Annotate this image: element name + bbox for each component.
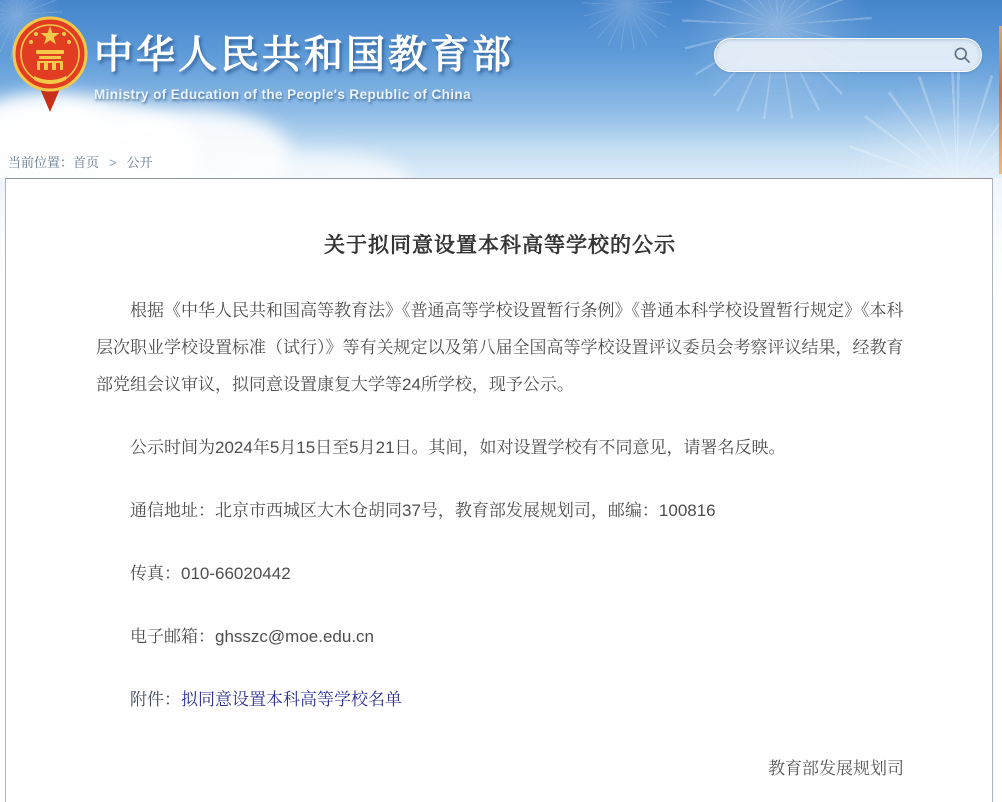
article-paragraph: 通信地址：北京市西城区大木仓胡同37号，教育部发展规划司，邮编：100816 [130,501,716,520]
breadcrumb-home-link[interactable]: 首页 [73,155,100,170]
article-title: 关于拟同意设置本科高等学校的公示 [324,234,676,257]
search-box[interactable] [714,38,982,72]
search-icon[interactable] [947,40,977,70]
article-paragraph: 传真：010-66020442 [130,564,291,583]
site-subtitle: Ministry of Education of the People's Republic of China [94,87,471,102]
breadcrumb [8,152,153,171]
dandelion-decoration [582,0,672,50]
article-paragraph: 公示时间为2024年5月15日至5月21日。其间，如对设置学校有不同意见，请署名反映。 [130,438,786,457]
article-paragraph: 根据《中华人民共和国高等教育法》《普通高等学校设置暂行条例》《普通本科学校设置暂行规定》《本科层次职业学校设置标准（试行）》等有关规定以及第八届全国高等学校设置评议委员会考察评议结果，经教育部党组会议审议，拟同意设置康复大学等24所学校，现予公示。 [96,301,904,394]
breadcrumb-gongkai-link[interactable]: 公开 [126,155,153,170]
site-title: 中华人民共和国教育部 [94,34,515,77]
article-card [5,178,993,802]
dandelion-decoration [842,70,1002,178]
site-brand [94,24,514,102]
content-area [0,178,1002,802]
site-header [0,0,1002,178]
search-input[interactable] [715,39,947,71]
breadcrumb-separator: > [109,155,117,170]
breadcrumb-label: 当前位置： [8,155,74,170]
national-emblem-icon [10,12,90,116]
attachment-label: 附件： [130,690,181,709]
attachment-link[interactable]: 拟同意设置本科高等学校名单 [181,690,402,709]
attachment-line [96,681,904,718]
article-paragraph: 电子邮箱：ghsszc@moe.edu.cn [130,627,375,646]
article-signature: 教育部发展规划司 [768,759,904,778]
